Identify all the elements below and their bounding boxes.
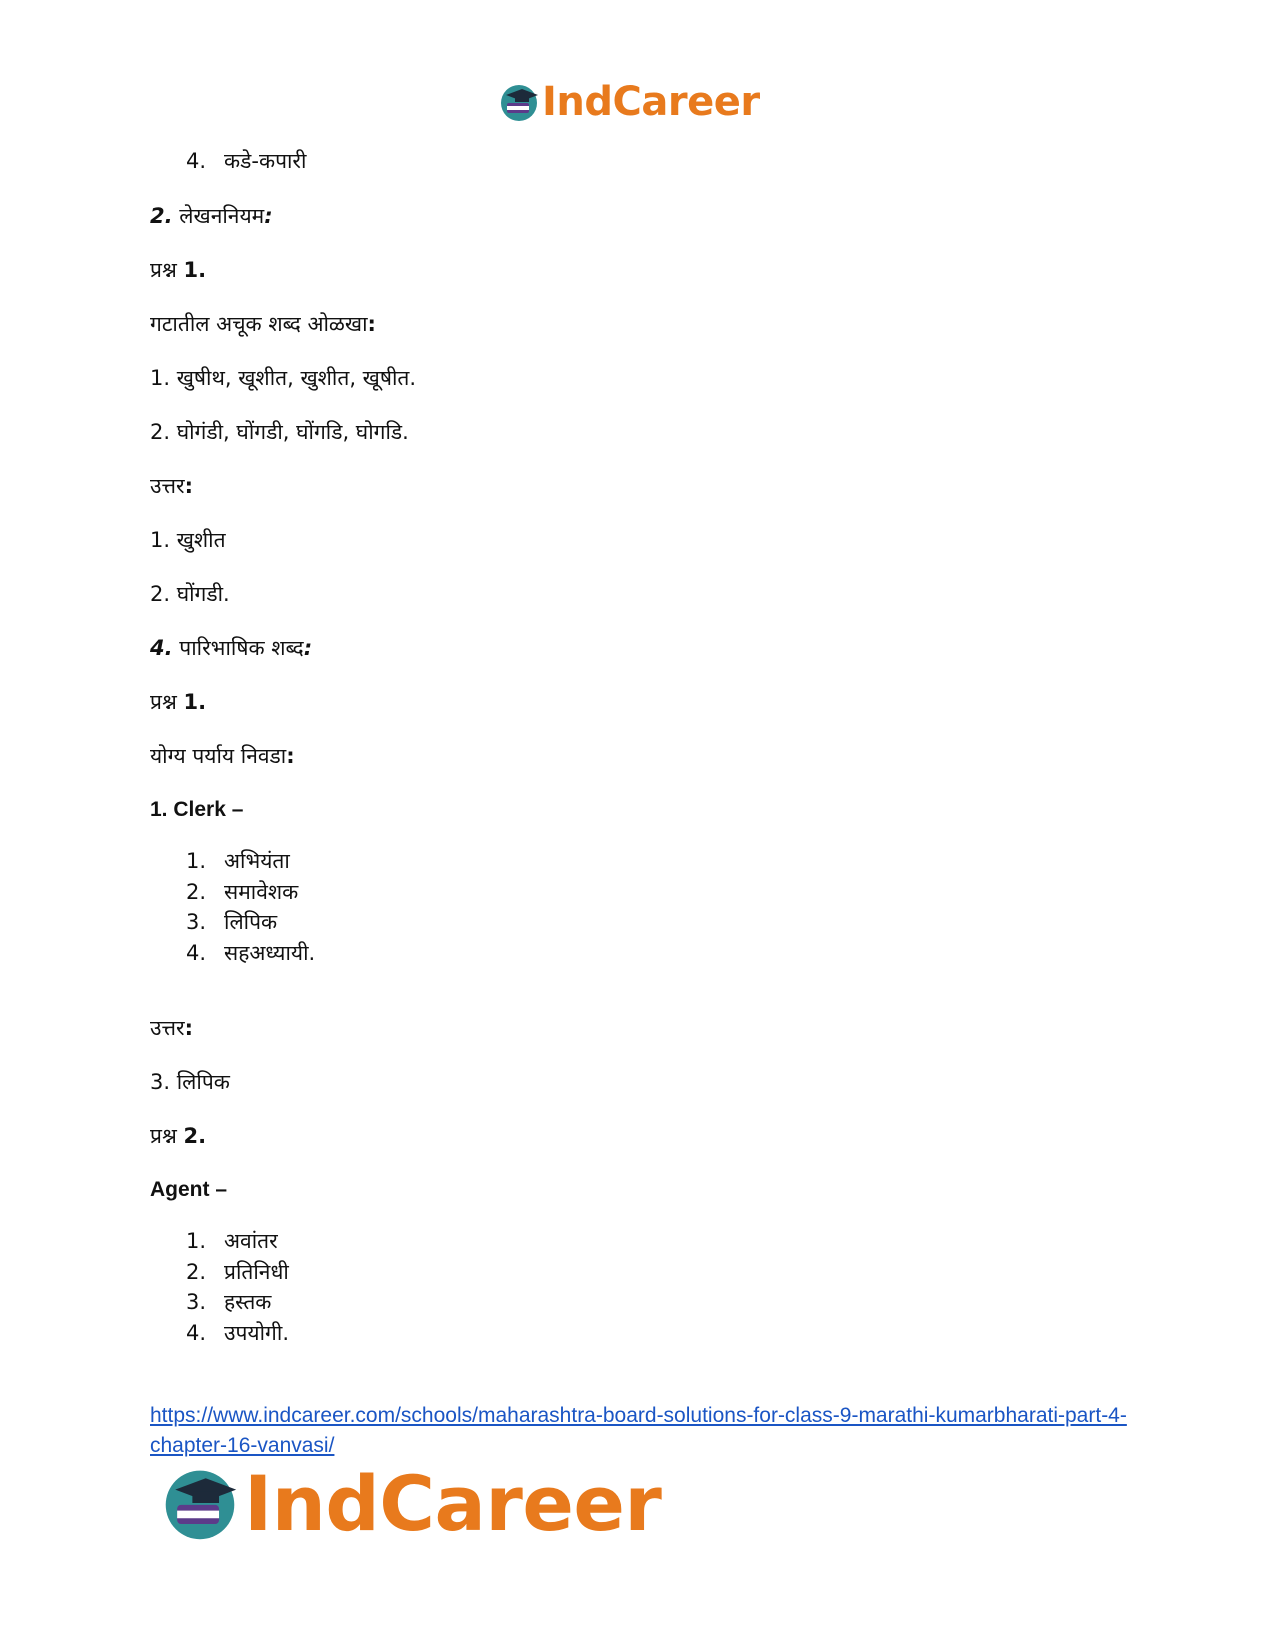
question-instruction (150, 742, 295, 770)
section-title: लेखननियम (179, 204, 265, 228)
list-item-number: 2. (186, 879, 207, 904)
list-item (186, 147, 306, 175)
section-heading (150, 202, 273, 230)
term-heading: Agent – (150, 1178, 228, 1201)
list-item-text: कडे-कपारी (224, 149, 307, 173)
list-item (186, 1287, 289, 1318)
instruction-text: योग्य पर्याय निवडा (150, 744, 287, 768)
header-logo-text: IndCareer (542, 79, 760, 125)
list-item (186, 938, 315, 969)
section-number: 2. (150, 204, 173, 228)
list-item-number: 4. (186, 149, 207, 173)
list-item-text: अभियंता (224, 849, 290, 873)
list-item-text: लिपिक (224, 910, 278, 934)
options-list (186, 846, 315, 968)
question-word: प्रश्न (150, 258, 177, 282)
list-item-text: उपयोगी. (224, 1320, 289, 1345)
answer-line: 2. घोंगडी. (150, 582, 230, 606)
section-heading (150, 634, 312, 662)
answer-colon: : (184, 1016, 194, 1040)
section-title: पारिभाषिक शब्द (179, 636, 304, 660)
source-link[interactable]: https://www.indcareer.com/schools/maharashtra-board-solutions-for-class-9-marathi-kumarbharati-part-4-chapter-16-vanvasi/ (150, 1404, 1127, 1457)
option-line: 1. खुषीथ, खूशीत, खुशीत, खूषीत. (150, 366, 417, 390)
list-item-text: अवांतर (224, 1229, 278, 1253)
answer-line: 3. लिपिक (150, 1070, 230, 1094)
answer-label (150, 1014, 193, 1042)
footer-logo-text: IndCareer (244, 1458, 662, 1548)
question-instruction (150, 310, 376, 338)
header-logo (498, 80, 760, 124)
section-colon: : (264, 204, 273, 228)
question-label (150, 256, 206, 284)
section-colon: : (303, 636, 313, 660)
answer-word: उत्तर (150, 1016, 185, 1040)
list-item (186, 846, 315, 877)
section-number: 4. (150, 636, 173, 660)
option-line: 2. घोगंडी, घोंगडी, घोंगडि, घोगडि. (150, 420, 409, 444)
question-label (150, 1122, 206, 1150)
list-item-text: प्रतिनिधी (224, 1259, 289, 1284)
answer-line: 1. खुशीत (150, 528, 226, 552)
list-item (186, 907, 315, 938)
instruction-text: गटातील अचूक शब्द ओळखा (150, 312, 368, 336)
list-item (186, 1257, 289, 1288)
answer-word: उत्तर (150, 474, 185, 498)
list-item-number: 4. (186, 940, 207, 965)
question-number: 2. (183, 1124, 207, 1148)
list-item-number: 2. (186, 1259, 207, 1284)
question-number: 1. (183, 258, 207, 282)
list-item-number: 3. (186, 910, 207, 934)
list-item (186, 1318, 289, 1349)
options-list (186, 1226, 289, 1348)
list-item-number: 3. (186, 1290, 207, 1314)
list-item-number: 1. (186, 849, 207, 873)
list-item-text: समावेशक (224, 879, 299, 904)
instruction-colon: : (367, 312, 376, 336)
list-item-text: सहअध्यायी. (224, 940, 316, 965)
graduation-book-icon (498, 81, 540, 123)
graduation-book-icon (160, 1463, 240, 1543)
question-word: प्रश्न (150, 1124, 177, 1148)
term-heading: 1. Clerk – (150, 798, 244, 821)
answer-label (150, 472, 193, 500)
list-item-text: हस्तक (224, 1290, 272, 1314)
question-label (150, 688, 206, 716)
list-item (186, 1226, 289, 1257)
instruction-colon: : (286, 744, 295, 768)
list-item-number: 1. (186, 1229, 207, 1253)
list-item (186, 877, 315, 908)
answer-colon: : (184, 474, 194, 498)
footer-logo (160, 1458, 662, 1548)
question-word: प्रश्न (150, 690, 177, 714)
question-number: 1. (183, 690, 207, 714)
list-item-number: 4. (186, 1320, 207, 1345)
